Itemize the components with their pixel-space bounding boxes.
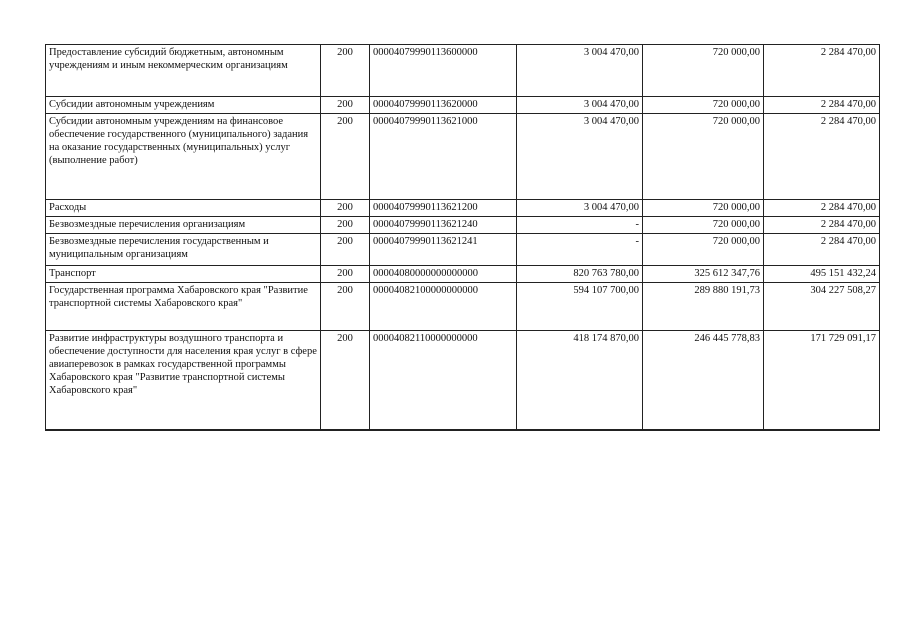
- row-unexecuted-cell: 2 284 470,00: [764, 217, 880, 234]
- row-kbk-cell: 00004079990113621240: [370, 217, 517, 234]
- row-name-cell: Субсидии автономным учреждениям: [46, 97, 321, 114]
- row-name-cell: Субсидии автономным учреждениям на финансовое обеспечение государственного (муниципального) задания на оказание государственных (муниципальных) услуг (выполнение работ): [46, 114, 321, 200]
- row-kbk-cell: 00004079990113621241: [370, 234, 517, 266]
- row-executed-cell: 289 880 191,73: [643, 283, 764, 331]
- row-approved-cell: 3 004 470,00: [517, 200, 643, 217]
- row-unexecuted-cell: 2 284 470,00: [764, 200, 880, 217]
- row-name-cell: Безвозмездные перечисления государственным и муниципальным организациям: [46, 234, 321, 266]
- row-kbk-cell: 00004079990113621000: [370, 114, 517, 200]
- row-approved-cell: 418 174 870,00: [517, 331, 643, 430]
- row-code-cell: 200: [321, 114, 370, 200]
- table-row: [46, 217, 880, 234]
- table-row: [46, 45, 880, 97]
- row-approved-cell: 594 107 700,00: [517, 283, 643, 331]
- row-name-cell: Расходы: [46, 200, 321, 217]
- row-code-cell: 200: [321, 283, 370, 331]
- table-body: [46, 45, 880, 430]
- table-row: [46, 283, 880, 331]
- row-unexecuted-cell: 2 284 470,00: [764, 45, 880, 97]
- row-code-cell: 200: [321, 234, 370, 266]
- row-code-cell: 200: [321, 266, 370, 283]
- row-unexecuted-cell: 495 151 432,24: [764, 266, 880, 283]
- row-approved-cell: 3 004 470,00: [517, 114, 643, 200]
- row-kbk-cell: 00004082100000000000: [370, 283, 517, 331]
- row-executed-cell: 246 445 778,83: [643, 331, 764, 430]
- row-name-cell: Развитие инфраструктуры воздушного транспорта и обеспечение доступности для населения края услуг в сфере авиаперевозок в рамках государственной программы Хабаровского края "Развитие транспортной системы Хабаровского края": [46, 331, 321, 430]
- row-code-cell: 200: [321, 200, 370, 217]
- table-row: [46, 234, 880, 266]
- row-unexecuted-cell: 171 729 091,17: [764, 331, 880, 430]
- row-name-cell: Безвозмездные перечисления организациям: [46, 217, 321, 234]
- row-approved-cell: -: [517, 234, 643, 266]
- row-executed-cell: 720 000,00: [643, 234, 764, 266]
- table-row: [46, 266, 880, 283]
- row-approved-cell: 3 004 470,00: [517, 97, 643, 114]
- row-code-cell: 200: [321, 331, 370, 430]
- row-unexecuted-cell: 2 284 470,00: [764, 234, 880, 266]
- row-approved-cell: 820 763 780,00: [517, 266, 643, 283]
- row-kbk-cell: 00004079990113600000: [370, 45, 517, 97]
- row-code-cell: 200: [321, 45, 370, 97]
- row-code-cell: 200: [321, 217, 370, 234]
- row-approved-cell: 3 004 470,00: [517, 45, 643, 97]
- row-executed-cell: 720 000,00: [643, 114, 764, 200]
- table-row: [46, 200, 880, 217]
- table-row: [46, 97, 880, 114]
- row-kbk-cell: 00004080000000000000: [370, 266, 517, 283]
- table-row: [46, 331, 880, 430]
- row-kbk-cell: 00004082110000000000: [370, 331, 517, 430]
- row-kbk-cell: 00004079990113621200: [370, 200, 517, 217]
- budget-execution-table: [45, 44, 880, 431]
- row-executed-cell: 720 000,00: [643, 217, 764, 234]
- row-unexecuted-cell: 304 227 508,27: [764, 283, 880, 331]
- row-executed-cell: 720 000,00: [643, 45, 764, 97]
- row-approved-cell: -: [517, 217, 643, 234]
- row-name-cell: Предоставление субсидий бюджетным, автономным учреждениям и иным некоммерческим организациям: [46, 45, 321, 97]
- row-name-cell: Транспорт: [46, 266, 321, 283]
- row-kbk-cell: 00004079990113620000: [370, 97, 517, 114]
- row-executed-cell: 720 000,00: [643, 97, 764, 114]
- row-name-cell: Государственная программа Хабаровского края "Развитие транспортной системы Хабаровского края": [46, 283, 321, 331]
- row-executed-cell: 325 612 347,76: [643, 266, 764, 283]
- row-code-cell: 200: [321, 97, 370, 114]
- table-row: [46, 114, 880, 200]
- row-executed-cell: 720 000,00: [643, 200, 764, 217]
- row-unexecuted-cell: 2 284 470,00: [764, 97, 880, 114]
- row-unexecuted-cell: 2 284 470,00: [764, 114, 880, 200]
